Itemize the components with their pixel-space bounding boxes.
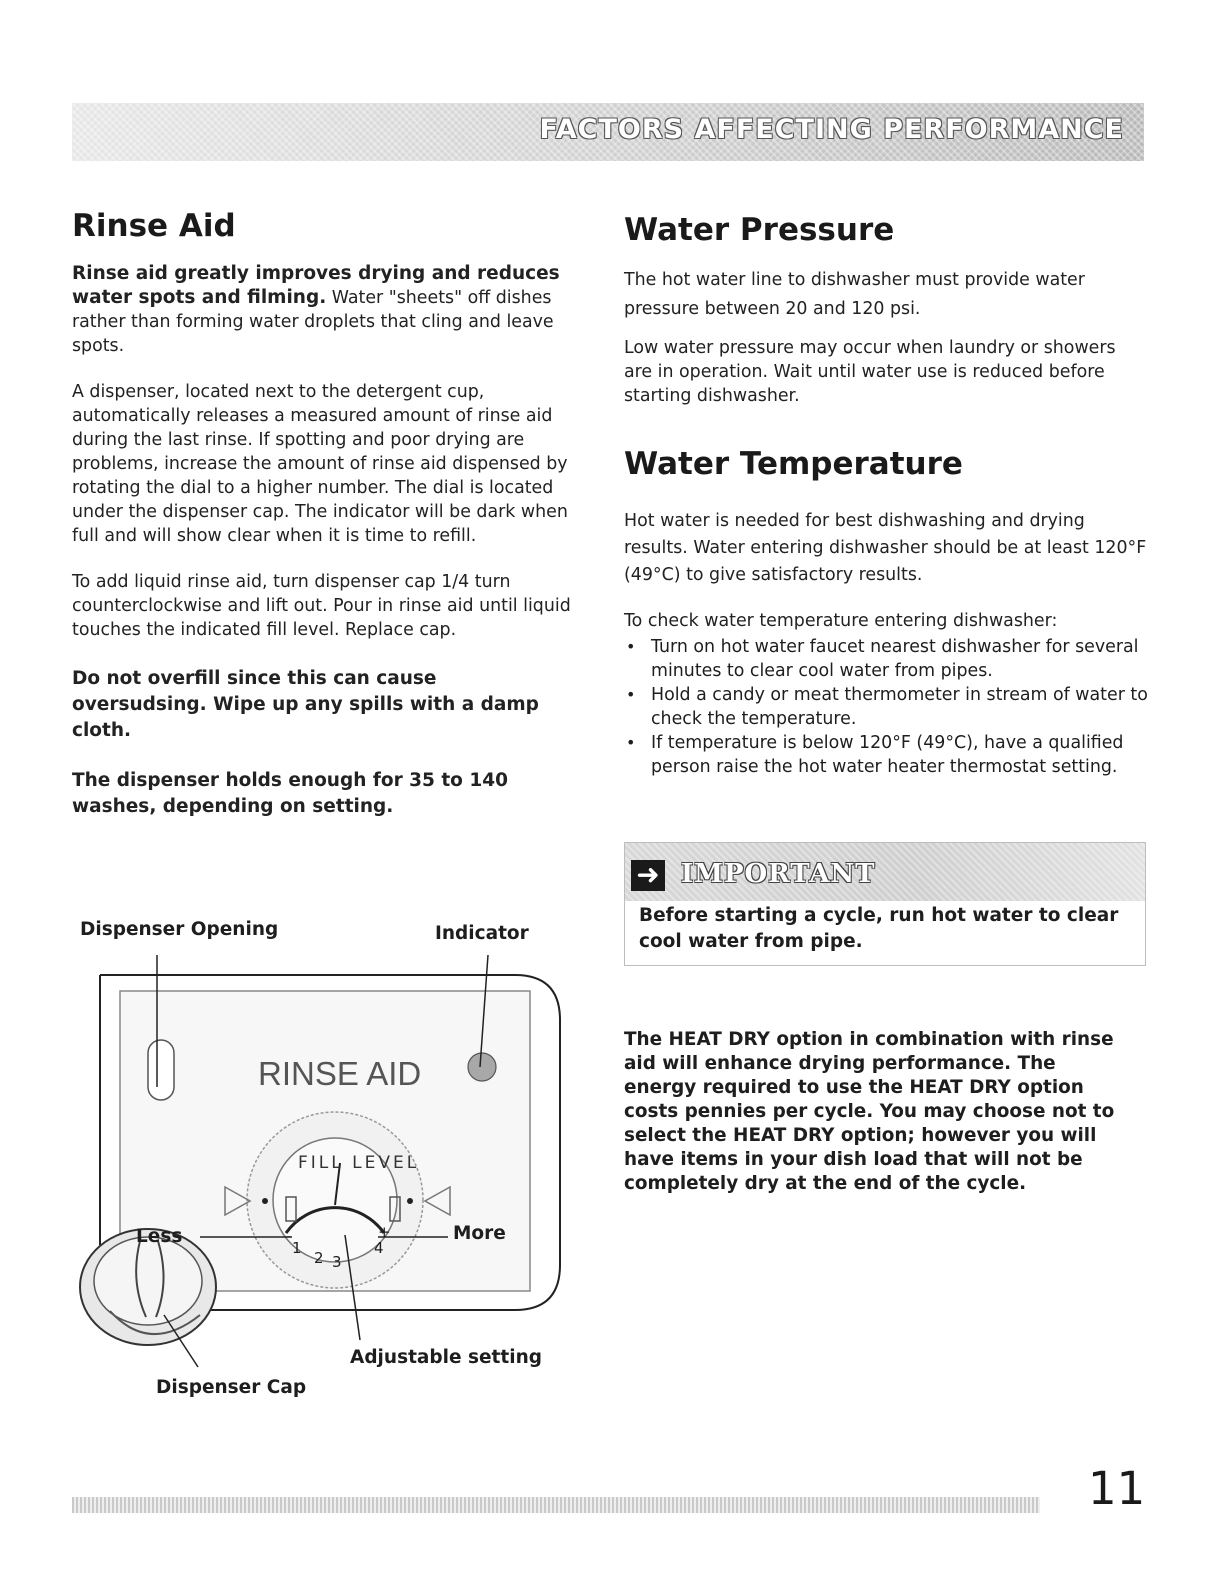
- overfill-warning: Do not overfill since this can cause oversudsing. Wipe up any spills with a damp cloth.: [72, 668, 539, 741]
- dial-number-1: 1: [292, 1239, 302, 1257]
- footer-band: [72, 1497, 1040, 1513]
- water-pressure-paragraph-1: The hot water line to dishwasher must provide water pressure between 20 and 120 psi.: [624, 270, 1085, 319]
- dial-number-3: 3: [332, 1253, 342, 1271]
- temperature-check-list: [624, 635, 1149, 779]
- dial-number-2: 2: [314, 1249, 324, 1267]
- page-number: 11: [1088, 1462, 1146, 1515]
- water-pressure-paragraph-2: Low water pressure may occur when laundry or showers are in operation. Wait until water use is reduced before starting dishwasher.: [624, 338, 1116, 406]
- rinse-aid-dispenser-diagram: [60, 915, 580, 1405]
- rinse-aid-add-paragraph: To add liquid rinse aid, turn dispenser cap 1/4 turn counterclockwise and lift out. Pour in rinse aid until liquid touches the indicated fill level. Replace cap.: [72, 572, 571, 640]
- rinse-aid-panel-text: RINSE AID: [258, 1055, 422, 1092]
- rinse-aid-section: [72, 208, 577, 837]
- water-section: [624, 212, 1149, 779]
- dispenser-cap-label: Dispenser Cap: [156, 1377, 307, 1398]
- heat-dry-paragraph: The HEAT DRY option in combination with rinse aid will enhance drying performance. The energy required to use the HEAT DRY option costs pennies per cycle. You may choose not to select the HEAT DRY option; however you will have items in your dish load that will not be completely dry at the end of the cycle.: [624, 1029, 1115, 1194]
- rinse-aid-intro-bold: Rinse aid greatly improves drying and reduces water spots and filming.: [72, 263, 560, 308]
- indicator-label: Indicator: [435, 923, 529, 944]
- list-item: • Hold a candy or meat thermometer in stream of water to check the temperature.: [624, 683, 1149, 731]
- important-header: [625, 843, 1145, 901]
- dial-plus: +: [378, 1223, 391, 1241]
- rinse-aid-heading: Rinse Aid: [72, 208, 236, 244]
- section-title: FACTORS AFFECTING PERFORMANCE: [539, 114, 1124, 145]
- list-item: • Turn on hot water faucet nearest dishwasher for several minutes to clear cool water from pipes.: [624, 635, 1149, 683]
- dispenser-capacity-note: The dispenser holds enough for 35 to 140 washes, depending on setting.: [72, 770, 508, 817]
- temperature-check-intro: To check water temperature entering dishwasher:: [624, 611, 1058, 631]
- rinse-aid-intro-rest: Water "sheets" off dishes rather than forming water droplets that cling and leave spots.: [72, 288, 554, 356]
- more-label: More: [453, 1223, 506, 1244]
- dial-number-4: 4: [374, 1239, 384, 1257]
- rinse-aid-dispenser-paragraph: A dispenser, located next to the detergent cup, automatically releases a measured amount of rinse aid during the last rinse. If spotting and poor drying are problems, increase the amount of rinse aid dispensed by rotating the dial to a higher number. The dial is located under the dispenser cap. The indicator will be dark when full and will show clear when it is time to refill.: [72, 382, 568, 546]
- adjustable-setting-label: Adjustable setting: [350, 1347, 542, 1368]
- important-notice: [624, 842, 1146, 966]
- dial-minus: -: [286, 1227, 292, 1245]
- water-temperature-heading: Water Temperature: [624, 446, 963, 482]
- list-item: • If temperature is below 120°F (49°C), have a qualified person raise the hot water heater thermostat setting.: [624, 731, 1149, 779]
- water-temperature-paragraph: Hot water is needed for best dishwashing and drying results. Water entering dishwasher should be at least 120°F (49°C) to give satisfactory results.: [624, 511, 1147, 585]
- arrow-right-icon: ➜: [631, 860, 665, 891]
- dispenser-opening-label: Dispenser Opening: [80, 919, 279, 940]
- important-text: Before starting a cycle, run hot water to clear cool water from pipe.: [639, 905, 1119, 952]
- less-label: Less: [136, 1226, 183, 1247]
- rinse-aid-intro: [72, 262, 577, 358]
- important-label: IMPORTANT: [681, 859, 876, 889]
- section-header-band: [72, 103, 1144, 161]
- water-pressure-heading: Water Pressure: [624, 212, 895, 248]
- fill-level-text: FILL LEVEL: [298, 1153, 420, 1173]
